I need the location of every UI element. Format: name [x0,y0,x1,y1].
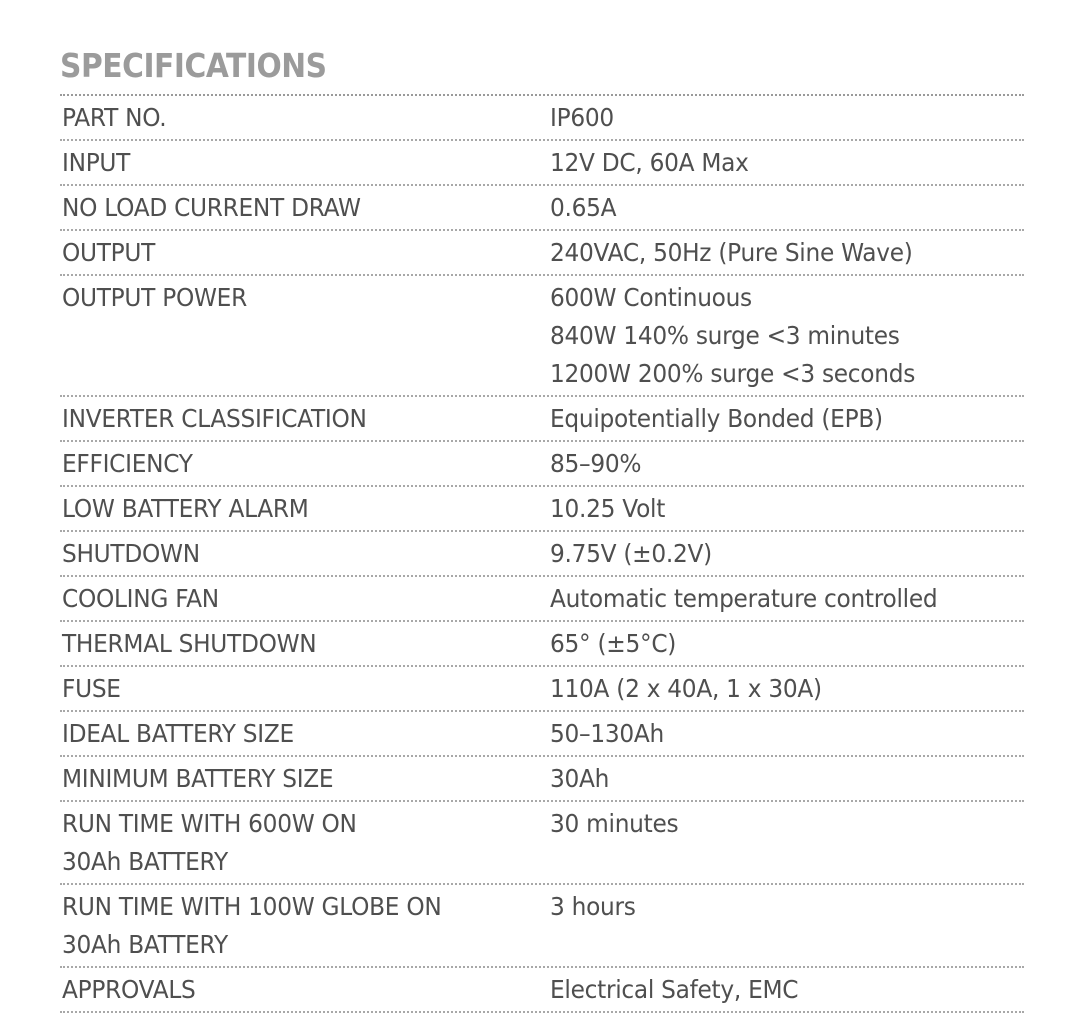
spec-label [60,577,550,620]
spec-label-line: THERMAL SHUTDOWN [62,629,317,658]
spec-row [60,802,1024,885]
spec-label [60,487,550,530]
spec-value-line: 9.75V (±0.2V) [550,539,712,568]
spec-label [60,141,550,184]
spec-value-line: Equipotentially Bonded (EPB) [550,404,883,433]
spec-table [60,96,1024,1013]
spec-value [550,885,1024,966]
spec-label [60,397,550,440]
spec-value-line: 30Ah [550,764,610,793]
spec-value-line: Electrical Safety, EMC [550,975,799,1004]
spec-label-line: FUSE [62,674,121,703]
spec-label [60,622,550,665]
spec-label-line: COOLING FAN [62,584,219,613]
spec-label-line: NO LOAD CURRENT DRAW [62,193,361,222]
spec-value [550,712,1024,755]
spec-label-line: OUTPUT POWER [62,283,247,312]
spec-label-line: EFFICIENCY [62,449,193,478]
spec-value [550,231,1024,274]
spec-row [60,96,1024,141]
spec-value-line: Automatic temperature controlled [550,584,938,613]
spec-row [60,442,1024,487]
spec-row [60,885,1024,968]
spec-label [60,802,550,883]
spec-label-line: SHUTDOWN [62,539,200,568]
spec-value-line: 0.65A [550,193,617,222]
spec-label [60,667,550,710]
spec-row [60,968,1024,1013]
spec-row [60,487,1024,532]
spec-label-line: LOW BATTERY ALARM [62,494,309,523]
spec-value-line: 50–130Ah [550,719,664,748]
spec-value [550,622,1024,665]
spec-value [550,442,1024,485]
spec-label-line: INVERTER CLASSIFICATION [62,404,367,433]
spec-label [60,96,550,139]
spec-label-line: RUN TIME WITH 100W GLOBE ON [62,892,442,921]
spec-label [60,186,550,229]
spec-label [60,885,550,966]
spec-value [550,577,1024,620]
spec-value [550,532,1024,575]
spec-value-line: 30 minutes [550,809,679,838]
spec-value [550,487,1024,530]
spec-label-line: PART NO. [62,103,167,132]
spec-row [60,276,1024,397]
spec-label-line: IDEAL BATTERY SIZE [62,719,294,748]
spec-label-line: RUN TIME WITH 600W ON [62,809,357,838]
spec-row [60,757,1024,802]
spec-value-line: 65° (±5°C) [550,629,677,658]
spec-value [550,757,1024,800]
spec-row [60,231,1024,276]
spec-value [550,186,1024,229]
spec-value [550,141,1024,184]
spec-value-line: 3 hours [550,892,636,921]
spec-label-line: 30Ah BATTERY [62,930,228,959]
spec-row [60,141,1024,186]
spec-label-line: 30Ah BATTERY [62,847,228,876]
spec-label [60,276,550,395]
spec-row [60,532,1024,577]
spec-row [60,712,1024,757]
spec-value-line: 600W Continuous [550,283,752,312]
spec-label-line: APPROVALS [62,975,196,1004]
spec-value [550,968,1024,1011]
spec-value-line: 10.25 Volt [550,494,666,523]
spec-value-line: 12V DC, 60A Max [550,148,749,177]
spec-value [550,276,1024,395]
spec-label [60,231,550,274]
spec-value-line: IP600 [550,103,614,132]
spec-label-line: OUTPUT [62,238,156,267]
spec-label [60,712,550,755]
spec-label [60,757,550,800]
spec-value [550,96,1024,139]
spec-sheet [60,44,1024,1013]
spec-value-line: 110A (2 x 40A, 1 x 30A) [550,674,822,703]
spec-row [60,577,1024,622]
spec-value [550,397,1024,440]
spec-value-line: 85–90% [550,449,642,478]
page-title: SPECIFICATIONS [60,46,327,85]
spec-label [60,442,550,485]
spec-row [60,622,1024,667]
spec-row [60,667,1024,712]
spec-value-line: 1200W 200% surge <3 seconds [550,359,916,388]
spec-label-line: MINIMUM BATTERY SIZE [62,764,334,793]
spec-value-line: 840W 140% surge <3 minutes [550,321,900,350]
spec-label-line: INPUT [62,148,131,177]
spec-value [550,802,1024,883]
spec-value [550,667,1024,710]
spec-row [60,186,1024,231]
spec-label [60,968,550,1011]
spec-value-line: 240VAC, 50Hz (Pure Sine Wave) [550,238,913,267]
spec-row [60,397,1024,442]
spec-label [60,532,550,575]
